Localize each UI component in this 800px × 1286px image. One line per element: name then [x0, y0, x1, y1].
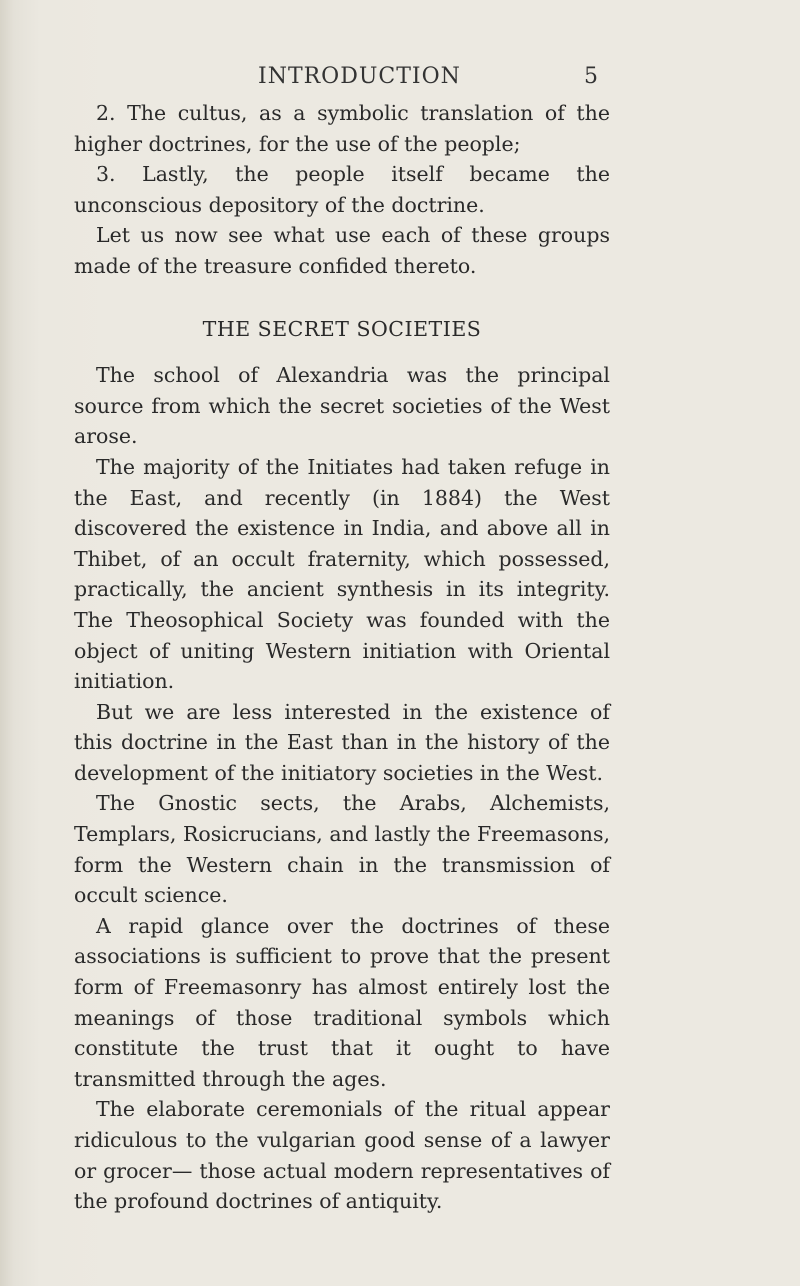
paragraph: But we are less interested in the existence of this doctrine in the East than in the history of the development of the initiatory societies in the West. [74, 699, 610, 785]
paragraph: The Gnostic sects, the Arabs, Alchemists, Templars, Rosicrucians, and lastly the Freemasons, form the Western chain in the transmission of occult science. [74, 791, 610, 908]
page-number: 5 [584, 64, 598, 89]
running-head [68, 64, 598, 94]
list-item-2: 2. The cultus, as a symbolic translation of the higher doctrines, for the use of the people; [74, 101, 610, 156]
body-text [74, 98, 610, 1217]
paragraph: The school of Alexandria was the principal source from which the secret societies of the West arose. [74, 363, 610, 449]
running-title: INTRODUCTION [258, 64, 461, 89]
list-item-3: 3. Lastly, the people itself became the unconscious depository of the doctrine. [74, 162, 610, 217]
paragraph: The elaborate ceremonials of the ritual appear ridiculous to the vulgarian good sense of a lawyer or grocer— those actual modern representatives of the profound doctrines of antiquity. [74, 1097, 610, 1214]
intro-closing-paragraph: Let us now see what use each of these groups made of the treasure confided thereto. [74, 223, 610, 278]
paragraph: The majority of the Initiates had taken refuge in the East, and recently (in 1884) the West discovered the existence in India, and above all in Thibet, of an occult fraternity, which possessed, practically, the ancient synthesis in its integrity. The Theosophical Society was founded with the object of uniting Western initiation with Oriental initiation. [74, 454, 610, 694]
section-heading: THE SECRET SOCIETIES [202, 316, 482, 341]
paragraph: A rapid glance over the doctrines of these associations is sufficient to prove that the present form of Freemasonry has almost entirely lost the meanings of those traditional symbols which constitute the trust that it ought to have transmitted through the ages. [74, 913, 610, 1091]
